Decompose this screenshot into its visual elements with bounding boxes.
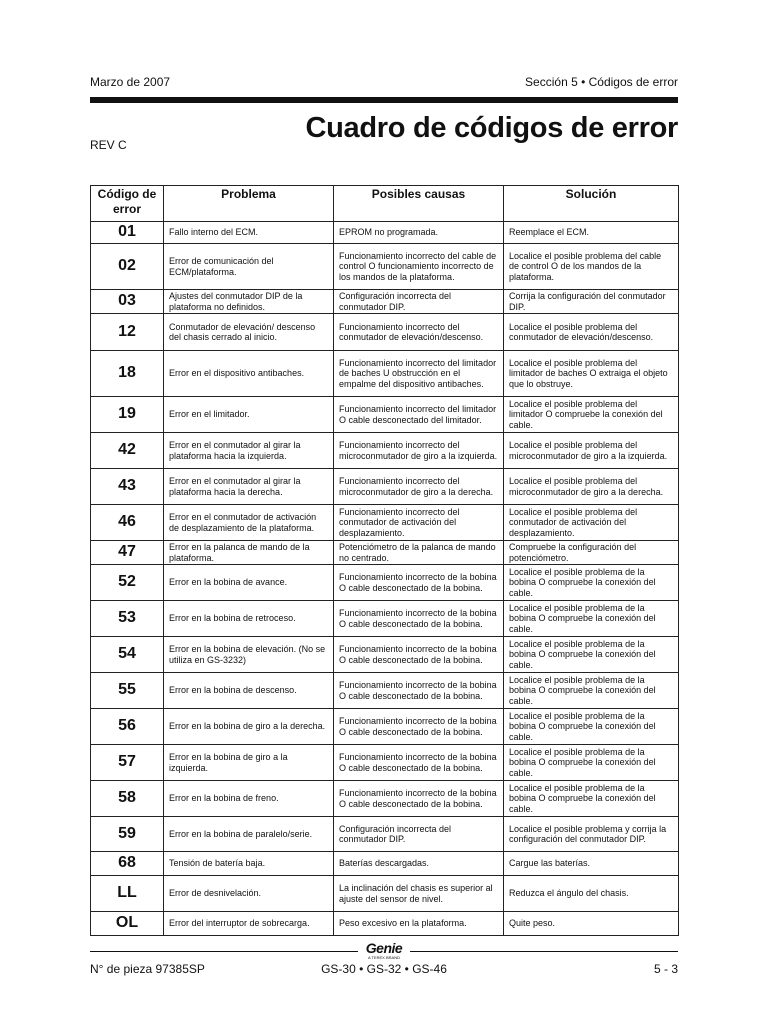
table-row bbox=[91, 565, 679, 601]
header-rule bbox=[90, 97, 678, 103]
problem-cell: Error en la bobina de descenso. bbox=[164, 673, 334, 709]
table-row bbox=[91, 469, 679, 505]
header-section: Sección 5 • Códigos de error bbox=[525, 75, 678, 89]
solution-cell: Localice el posible problema de la bobina O compruebe la conexión del cable. bbox=[504, 565, 679, 601]
solution-cell: Localice el posible problema de la bobina O compruebe la conexión del cable. bbox=[504, 637, 679, 673]
problem-cell: Error en el conmutador al girar la plataforma hacia la derecha. bbox=[164, 469, 334, 505]
problem-cell: Tensión de batería baja. bbox=[164, 852, 334, 876]
problem-cell: Error en el conmutador al girar la plataforma hacia la izquierda. bbox=[164, 433, 334, 469]
cause-cell: EPROM no programada. bbox=[334, 222, 504, 244]
code-cell: 46 bbox=[91, 505, 164, 541]
error-code-table bbox=[90, 185, 679, 936]
table-row bbox=[91, 817, 679, 852]
model-list: GS-30 • GS-32 • GS-46 bbox=[321, 962, 447, 976]
table-row bbox=[91, 505, 679, 541]
cause-cell: Configuración incorrecta del conmutador DIP. bbox=[334, 817, 504, 852]
revision-label: REV C bbox=[90, 138, 127, 152]
problem-cell: Error de desnivelación. bbox=[164, 876, 334, 912]
code-cell: 56 bbox=[91, 709, 164, 745]
code-cell: OL bbox=[91, 912, 164, 936]
cause-cell: Baterías descargadas. bbox=[334, 852, 504, 876]
cause-cell: Funcionamiento incorrecto del microconmutador de giro a la izquierda. bbox=[334, 433, 504, 469]
cause-cell: La inclinación del chasis es superior al ajuste del sensor de nivel. bbox=[334, 876, 504, 912]
genie-logo bbox=[360, 940, 408, 960]
cause-cell: Funcionamiento incorrecto del cable de control O funcionamiento incorrecto de los mandos de la plataforma. bbox=[334, 244, 504, 290]
problem-cell: Error en la bobina de paralelo/serie. bbox=[164, 817, 334, 852]
cause-cell: Funcionamiento incorrecto de la bobina O cable desconectado de la bobina. bbox=[334, 637, 504, 673]
solution-cell: Localice el posible problema de la bobina O compruebe la conexión del cable. bbox=[504, 673, 679, 709]
cause-cell: Configuración incorrecta del conmutador DIP. bbox=[334, 290, 504, 314]
code-cell: LL bbox=[91, 876, 164, 912]
problem-cell: Error en la bobina de elevación. (No se utiliza en GS-3232) bbox=[164, 637, 334, 673]
cause-cell: Funcionamiento incorrecto del conmutador de elevación/descenso. bbox=[334, 314, 504, 351]
cause-cell: Funcionamiento incorrecto del limitador de baches U obstrucción en el empalme del dispositivo antibaches. bbox=[334, 351, 504, 397]
problem-cell: Error del interruptor de sobrecarga. bbox=[164, 912, 334, 936]
cause-cell: Funcionamiento incorrecto del limitador O cable desconectado del limitador. bbox=[334, 397, 504, 433]
problem-cell: Error en la bobina de retroceso. bbox=[164, 601, 334, 637]
table-header-row bbox=[91, 186, 679, 222]
cause-cell: Funcionamiento incorrecto de la bobina O cable desconectado de la bobina. bbox=[334, 565, 504, 601]
cause-cell: Funcionamiento incorrecto de la bobina O cable desconectado de la bobina. bbox=[334, 709, 504, 745]
table-row bbox=[91, 397, 679, 433]
problem-cell: Error en el limitador. bbox=[164, 397, 334, 433]
solution-cell: Localice el posible problema del conmutador de activación del desplazamiento. bbox=[504, 505, 679, 541]
problem-cell: Error en la bobina de avance. bbox=[164, 565, 334, 601]
table-row bbox=[91, 852, 679, 876]
code-cell: 68 bbox=[91, 852, 164, 876]
table-row bbox=[91, 673, 679, 709]
solution-cell: Corrija la configuración del conmutador DIP. bbox=[504, 290, 679, 314]
code-cell: 02 bbox=[91, 244, 164, 290]
solution-cell: Quite peso. bbox=[504, 912, 679, 936]
solution-cell: Localice el posible problema de la bobina O compruebe la conexión del cable. bbox=[504, 781, 679, 817]
table-row bbox=[91, 781, 679, 817]
problem-cell: Error en la bobina de giro a la derecha. bbox=[164, 709, 334, 745]
solution-cell: Localice el posible problema del limitador de baches O extraiga el objeto que lo obstruye. bbox=[504, 351, 679, 397]
table-row bbox=[91, 314, 679, 351]
page-title: Cuadro de códigos de error bbox=[305, 112, 678, 144]
table-row bbox=[91, 912, 679, 936]
code-cell: 42 bbox=[91, 433, 164, 469]
solution-cell: Localice el posible problema de la bobina O compruebe la conexión del cable. bbox=[504, 601, 679, 637]
solution-cell: Compruebe la configuración del potenciómetro. bbox=[504, 541, 679, 565]
problem-cell: Error en el dispositivo antibaches. bbox=[164, 351, 334, 397]
problem-cell: Ajustes del conmutador DIP de la plataforma no definidos. bbox=[164, 290, 334, 314]
solution-cell: Localice el posible problema de la bobina O compruebe la conexión del cable. bbox=[504, 745, 679, 781]
code-cell: 12 bbox=[91, 314, 164, 351]
table-row bbox=[91, 541, 679, 565]
problem-cell: Error de comunicación del ECM/plataforma. bbox=[164, 244, 334, 290]
solution-cell: Localice el posible problema del limitador O compruebe la conexión del cable. bbox=[504, 397, 679, 433]
solution-cell: Reduzca el ángulo del chasis. bbox=[504, 876, 679, 912]
cause-cell: Funcionamiento incorrecto de la bobina O cable desconectado de la bobina. bbox=[334, 673, 504, 709]
solution-cell: Localice el posible problema del microconmutador de giro a la izquierda. bbox=[504, 433, 679, 469]
cause-cell: Funcionamiento incorrecto del microconmutador de giro a la derecha. bbox=[334, 469, 504, 505]
table-row bbox=[91, 351, 679, 397]
code-cell: 18 bbox=[91, 351, 164, 397]
solution-cell: Localice el posible problema del cable de control O de los mandos de la plataforma. bbox=[504, 244, 679, 290]
cause-cell: Peso excesivo en la plataforma. bbox=[334, 912, 504, 936]
code-cell: 55 bbox=[91, 673, 164, 709]
table-row bbox=[91, 745, 679, 781]
header-date: Marzo de 2007 bbox=[90, 75, 171, 89]
page-number: 5 - 3 bbox=[653, 962, 678, 976]
footer-rule-right bbox=[410, 951, 678, 952]
code-cell: 57 bbox=[91, 745, 164, 781]
header-code: Código de error bbox=[91, 186, 164, 222]
code-cell: 19 bbox=[91, 397, 164, 433]
code-cell: 01 bbox=[91, 222, 164, 244]
solution-cell: Reemplace el ECM. bbox=[504, 222, 679, 244]
code-cell: 43 bbox=[91, 469, 164, 505]
problem-cell: Error en la palanca de mando de la plataforma. bbox=[164, 541, 334, 565]
solution-cell: Localice el posible problema del conmutador de elevación/descenso. bbox=[504, 314, 679, 351]
code-cell: 52 bbox=[91, 565, 164, 601]
header-causes: Posibles causas bbox=[334, 186, 504, 222]
cause-cell: Potenciómetro de la palanca de mando no centrado. bbox=[334, 541, 504, 565]
solution-cell: Cargue las baterías. bbox=[504, 852, 679, 876]
part-number: N° de pieza 97385SP bbox=[90, 962, 205, 976]
problem-cell: Fallo interno del ECM. bbox=[164, 222, 334, 244]
code-cell: 54 bbox=[91, 637, 164, 673]
cause-cell: Funcionamiento incorrecto del conmutador de activación del desplazamiento. bbox=[334, 505, 504, 541]
code-cell: 03 bbox=[91, 290, 164, 314]
table-row bbox=[91, 433, 679, 469]
problem-cell: Conmutador de elevación/ descenso del chasis cerrado al inicio. bbox=[164, 314, 334, 351]
cause-cell: Funcionamiento incorrecto de la bobina O cable desconectado de la bobina. bbox=[334, 745, 504, 781]
header-problem: Problema bbox=[164, 186, 334, 222]
table-row bbox=[91, 222, 679, 244]
table-row bbox=[91, 601, 679, 637]
table-row bbox=[91, 709, 679, 745]
table-row bbox=[91, 637, 679, 673]
footer-rule-left bbox=[90, 951, 358, 952]
solution-cell: Localice el posible problema y corrija la configuración del conmutador DIP. bbox=[504, 817, 679, 852]
solution-cell: Localice el posible problema del microconmutador de giro a la derecha. bbox=[504, 469, 679, 505]
code-cell: 59 bbox=[91, 817, 164, 852]
table-row bbox=[91, 290, 679, 314]
solution-cell: Localice el posible problema de la bobina O compruebe la conexión del cable. bbox=[504, 709, 679, 745]
problem-cell: Error en la bobina de freno. bbox=[164, 781, 334, 817]
genie-logo-text: Genie bbox=[365, 940, 403, 956]
code-cell: 53 bbox=[91, 601, 164, 637]
cause-cell: Funcionamiento incorrecto de la bobina O cable desconectado de la bobina. bbox=[334, 781, 504, 817]
genie-logo-tagline: A TEREX BRAND bbox=[368, 955, 400, 960]
table-row bbox=[91, 876, 679, 912]
problem-cell: Error en el conmutador de activación de desplazamiento de la plataforma. bbox=[164, 505, 334, 541]
cause-cell: Funcionamiento incorrecto de la bobina O cable desconectado de la bobina. bbox=[334, 601, 504, 637]
code-cell: 47 bbox=[91, 541, 164, 565]
problem-cell: Error en la bobina de giro a la izquierda. bbox=[164, 745, 334, 781]
header-solution: Solución bbox=[504, 186, 679, 222]
table-row bbox=[91, 244, 679, 290]
code-cell: 58 bbox=[91, 781, 164, 817]
